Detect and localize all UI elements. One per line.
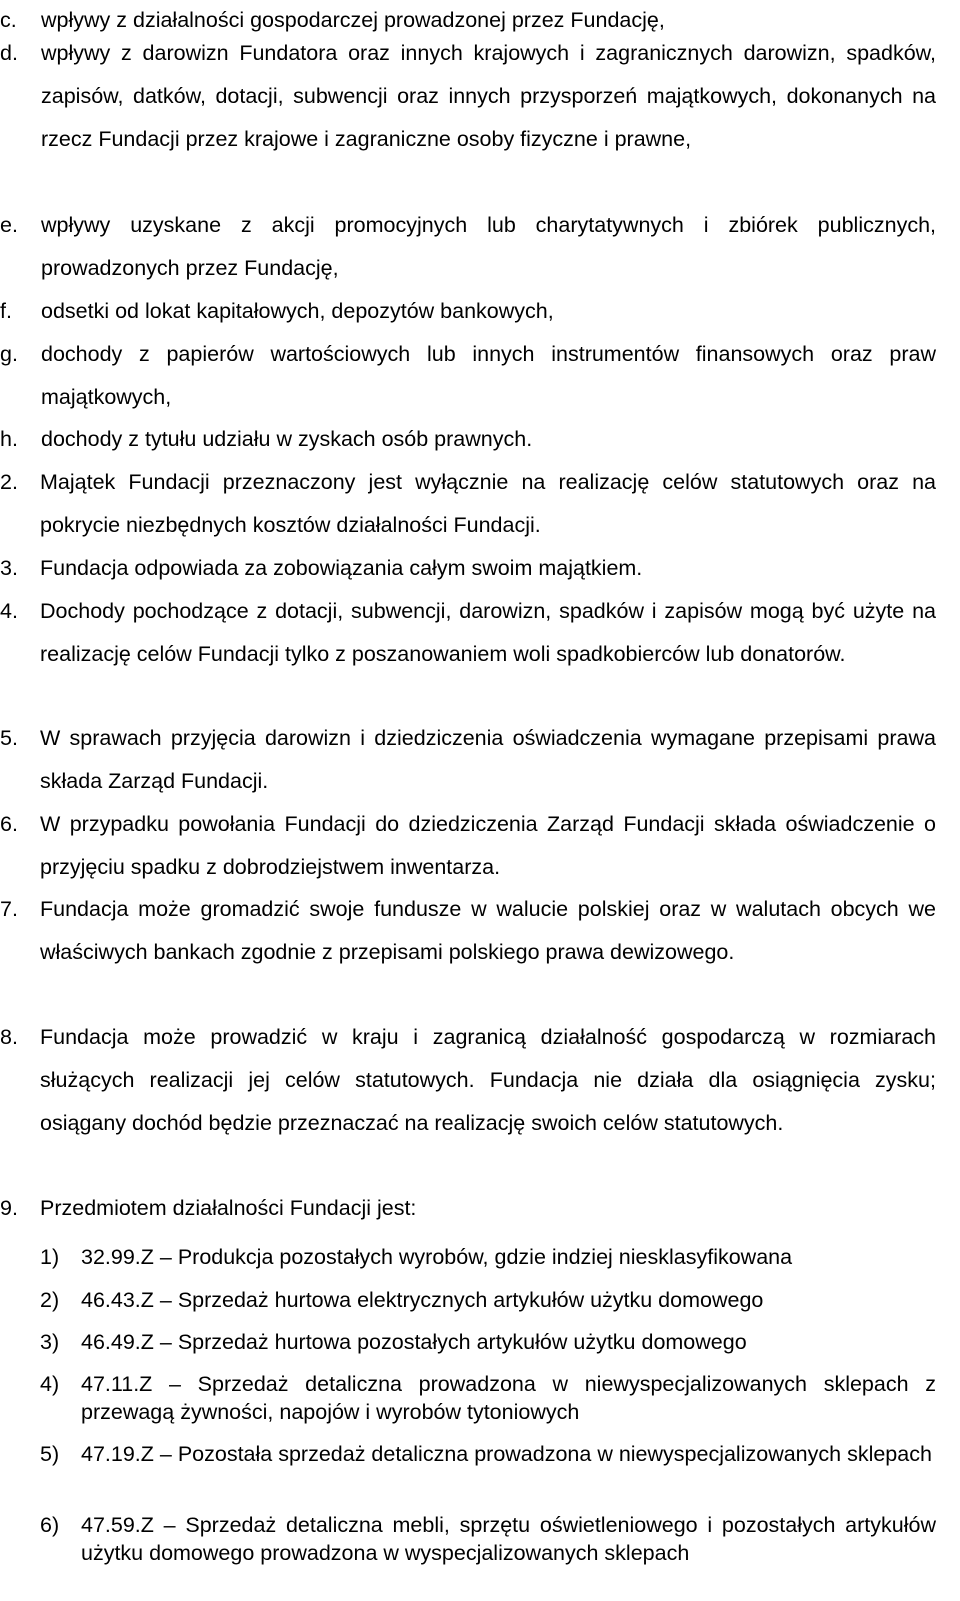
- paragraph-number: 4.: [0, 599, 18, 623]
- activity-number: 6): [40, 1513, 60, 1537]
- paragraph-number: 3.: [0, 556, 18, 580]
- activity-number: 4): [40, 1372, 60, 1396]
- paragraph-number: 7.: [0, 897, 18, 921]
- list-item-text: dochody z papierów wartościowych lub innych instrumentów finansowych oraz praw majątkowych,: [41, 342, 936, 409]
- activity-number: 5): [40, 1442, 60, 1466]
- list-marker: f.: [0, 299, 12, 323]
- paragraph-text: W przypadku powołania Fundacji do dziedziczenia Zarząd Fundacji składa oświadczenie o przyjęciu spadku z dobrodziejstwem inwentarza.: [40, 812, 936, 879]
- list-marker: g.: [0, 342, 18, 366]
- paragraph-number: 5.: [0, 726, 18, 750]
- activity-number: 2): [40, 1288, 60, 1312]
- list-item-text: wpływy z działalności gospodarczej prowadzonej przez Fundację,: [41, 8, 665, 32]
- paragraph-text: Dochody pochodzące z dotacji, subwencji, darowizn, spadków i zapisów mogą być użyte na realizację celów Fundacji tylko z poszanowaniem woli spadkobierców lub donatorów.: [40, 599, 936, 666]
- list-item-text: wpływy uzyskane z akcji promocyjnych lub charytatywnych i zbiórek publicznych, prowadzonych przez Fundację,: [41, 213, 936, 280]
- list-item-text: dochody z tytułu udziału w zyskach osób prawnych.: [41, 427, 533, 451]
- paragraph-number: 2.: [0, 470, 18, 494]
- activity-text: 46.49.Z – Sprzedaż hurtowa pozostałych artykułów użytku domowego: [81, 1330, 747, 1354]
- paragraph-text: W sprawach przyjęcia darowizn i dziedziczenia oświadczenia wymagane przepisami prawa składa Zarząd Fundacji.: [40, 726, 936, 793]
- activity-number: 3): [40, 1330, 60, 1354]
- activity-text: 32.99.Z – Produkcja pozostałych wyrobów, gdzie indziej niesklasyfikowana: [81, 1245, 793, 1269]
- paragraph-number: 6.: [0, 812, 18, 836]
- list-marker: c.: [0, 8, 17, 32]
- paragraph-text: Przedmiotem działalności Fundacji jest:: [40, 1196, 417, 1220]
- paragraph-text: Majątek Fundacji przeznaczony jest wyłącznie na realizację celów statutowych oraz na pokrycie niezbędnych kosztów działalności Fundacji.: [40, 470, 936, 537]
- paragraph-number: 8.: [0, 1025, 18, 1049]
- list-marker: d.: [0, 41, 18, 65]
- list-marker: e.: [0, 213, 18, 237]
- paragraph-text: Fundacja może prowadzić w kraju i zagranicą działalność gospodarczą w rozmiarach służących realizacji jej celów statutowych. Fundacja nie działa dla osiągnięcia zysku; osiągany dochód będzie przeznaczać na realizację swoich celów statutowych.: [40, 1025, 936, 1135]
- activity-text: 47.59.Z – Sprzedaż detaliczna mebli, sprzętu oświetleniowego i pozostałych artykułów użytku domowego prowadzona w wyspecjalizowanych sklepach: [81, 1513, 936, 1565]
- list-marker: h.: [0, 427, 18, 451]
- paragraph-number: 9.: [0, 1196, 18, 1220]
- activity-text: 46.43.Z – Sprzedaż hurtowa elektrycznych artykułów użytku domowego: [81, 1288, 764, 1312]
- activity-text: 47.19.Z – Pozostała sprzedaż detaliczna prowadzona w niewyspecjalizowanych sklepach: [81, 1442, 932, 1466]
- list-item-text: wpływy z darowizn Fundatora oraz innych krajowych i zagranicznych darowizn, spadków, zapisów, datków, dotacji, subwencji oraz innych przysporzeń majątkowych, dokonanych na rzecz Fundacji przez krajowe i zagraniczne osoby fizyczne i prawne,: [41, 41, 936, 151]
- list-item-text: odsetki od lokat kapitałowych, depozytów bankowych,: [41, 299, 554, 323]
- activity-text: 47.11.Z – Sprzedaż detaliczna prowadzona w niewyspecjalizowanych sklepach z przewagą żywności, napojów i wyrobów tytoniowych: [81, 1372, 936, 1424]
- paragraph-text: Fundacja może gromadzić swoje fundusze w walucie polskiej oraz w walutach obcych we właściwych bankach zgodnie z przepisami polskiego prawa dewizowego.: [40, 897, 936, 964]
- activity-number: 1): [40, 1245, 60, 1269]
- paragraph-text: Fundacja odpowiada za zobowiązania całym swoim majątkiem.: [40, 556, 643, 580]
